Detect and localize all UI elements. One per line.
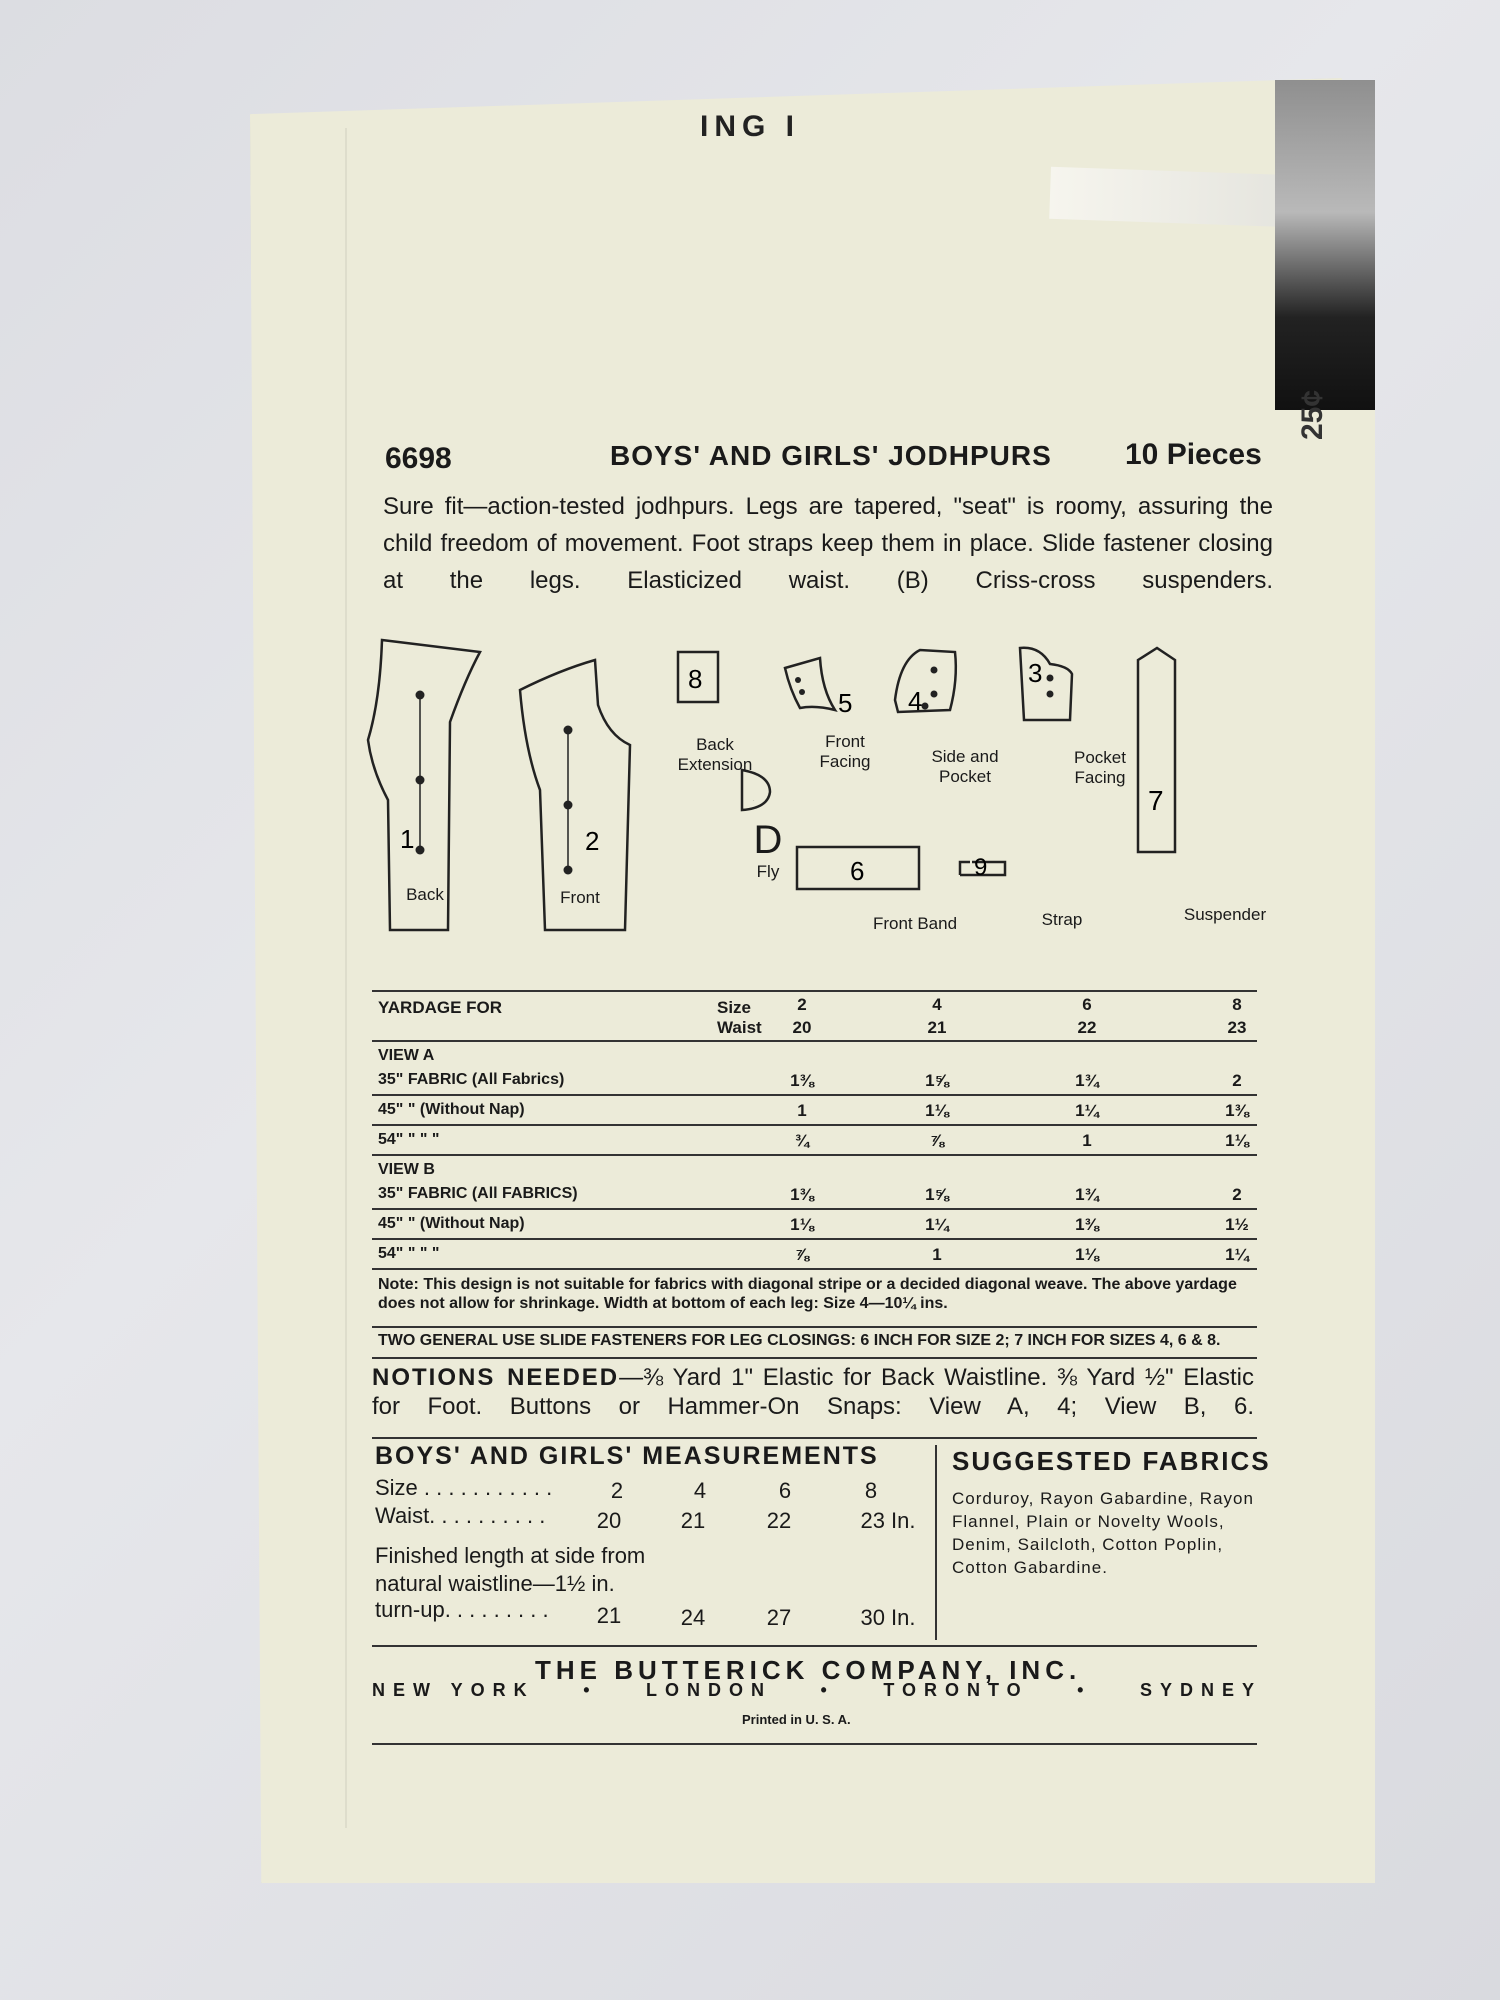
measure-size-cell: 2 xyxy=(610,1478,624,1503)
pattern-title: BOYS' AND GIRLS' JODHPURS xyxy=(610,440,1052,471)
pattern-pieces-diagram xyxy=(360,630,1280,950)
column-divider xyxy=(935,1445,937,1640)
city-toronto: TORONTO xyxy=(883,1680,1029,1700)
fabric-label: 35" FABRIC (All FABRICS) xyxy=(378,1185,578,1202)
yardage-cell: 1⅜ xyxy=(790,1071,814,1090)
piece-label-back-extension: Back Extension xyxy=(677,735,753,774)
yardage-title: YARDAGE FOR xyxy=(378,998,503,1017)
pattern-number: 6698 xyxy=(385,442,452,475)
pocket-facing-number: 3 xyxy=(1028,658,1043,688)
strap-number: 9 xyxy=(974,854,988,881)
printed-in: Printed in U. S. A. xyxy=(742,1712,851,1727)
front-cover-band xyxy=(1275,80,1375,410)
yardage-cell: 1⅜ xyxy=(1075,1215,1099,1234)
view-a-heading-row xyxy=(372,1042,1257,1066)
city-separator: • xyxy=(583,1680,598,1700)
yardage-cell: 1¼ xyxy=(1225,1245,1249,1264)
piece-label-front-band: Front Band xyxy=(872,914,958,933)
size-cell: 6 xyxy=(1082,995,1092,1014)
measure-length-cell: 21 xyxy=(596,1603,622,1628)
measure-size-cell: 8 xyxy=(864,1478,878,1503)
yardage-cell: 1 xyxy=(932,1245,942,1264)
company-name: THE BUTTERICK COMPANY, INC. xyxy=(535,1655,1082,1685)
fabric-label: 54" " " " xyxy=(378,1245,440,1262)
yardage-cell: ¾ xyxy=(794,1131,810,1150)
piece-label-fly: Fly xyxy=(756,862,780,881)
yardage-cell: 1⅛ xyxy=(925,1101,949,1120)
city-sydney: SYDNEY xyxy=(1139,1680,1262,1700)
view-a-heading: VIEW A xyxy=(378,1047,435,1064)
table-row xyxy=(372,1126,1257,1156)
measure-size-cell: 4 xyxy=(693,1478,707,1503)
yardage-cell: ⅞ xyxy=(794,1245,810,1264)
piece-label-pocket-facing: Pocket Facing xyxy=(1074,748,1126,787)
table-row xyxy=(372,1240,1257,1270)
notions-needed xyxy=(372,1363,1254,1421)
table-row xyxy=(372,1066,1257,1096)
side-pocket-number: 4 xyxy=(908,686,923,716)
piece-label-side-pocket: Side and Pocket xyxy=(931,747,999,786)
waist-cell: 22 xyxy=(1077,1018,1097,1037)
size-cell: 4 xyxy=(932,995,942,1014)
slide-fastener-note: TWO GENERAL USE SLIDE FASTENERS FOR LEG CLOSINGS: 6 INCH FOR SIZE 2; 7 INCH FOR SIZES 4, 6 & 8. xyxy=(378,1332,1221,1349)
price-label: 25¢ xyxy=(1296,389,1329,440)
yardage-cell: 1⅛ xyxy=(790,1215,814,1234)
view-b-heading: VIEW B xyxy=(378,1161,435,1178)
waist-cell: 23 xyxy=(1227,1018,1247,1037)
piece-label-back: Back xyxy=(406,885,444,904)
notions-rule xyxy=(372,1437,1257,1439)
yardage-cell: 1 xyxy=(797,1101,807,1120)
waist-cell: 20 xyxy=(792,1018,812,1037)
yardage-cell: 1⅜ xyxy=(1225,1101,1249,1120)
measure-waist-cell: 22 xyxy=(766,1508,792,1533)
back-piece-number: 1 xyxy=(400,824,415,854)
table-row xyxy=(372,1180,1257,1210)
yardage-cell: 1⅛ xyxy=(1075,1245,1099,1264)
yardage-table xyxy=(372,990,1257,1270)
city-separator: • xyxy=(1077,1680,1092,1700)
yardage-cell: 1⅜ xyxy=(790,1185,814,1204)
torn-front-text: ING I xyxy=(700,110,801,143)
front-facing-number: 5 xyxy=(838,688,853,718)
suggested-fabrics-text: Corduroy, Rayon Gabardine, Rayon Flannel, Plain or Novelty Wools, Denim, Sailcloth, Cotton Poplin, Cotton Gabardine. xyxy=(952,1489,1254,1577)
measure-waist-cell: 23 In. xyxy=(860,1508,916,1533)
city-new-york: NEW YORK xyxy=(372,1680,535,1700)
front-band-number: 6 xyxy=(850,856,865,886)
notions-heading: NOTIONS NEEDED xyxy=(372,1364,620,1391)
yardage-cell: 2 xyxy=(1232,1185,1242,1204)
size-cell: 2 xyxy=(797,995,807,1014)
yardage-header-row xyxy=(372,990,1257,1042)
piece-label-suspender: Suspender xyxy=(1183,905,1267,924)
note-rule xyxy=(372,1326,1257,1328)
pieces-count: 10 Pieces xyxy=(1125,438,1262,471)
measure-size-label: Size . . . . . . . . . . . xyxy=(375,1475,553,1500)
fly-piece-glyph: D xyxy=(753,818,783,862)
turnup-label: turn-up. . . . . . . . . xyxy=(375,1597,549,1622)
measure-waist-cell: 21 xyxy=(680,1508,706,1533)
city-london: LONDON xyxy=(646,1680,772,1700)
yardage-cell: 1¾ xyxy=(1075,1185,1099,1204)
size-cell: 8 xyxy=(1232,995,1242,1014)
piece-label-front: Front xyxy=(560,888,600,907)
yardage-cell: 1¼ xyxy=(1075,1101,1099,1120)
waist-label: Waist xyxy=(717,1018,762,1037)
suspender-number: 7 xyxy=(1148,785,1164,816)
yardage-cell: 1⅝ xyxy=(925,1071,949,1090)
yardage-cell: 2 xyxy=(1232,1071,1242,1090)
suggested-fabrics-heading: SUGGESTED FABRICS xyxy=(952,1446,1271,1476)
company-cities xyxy=(372,1680,1262,1701)
fabric-label: 35" FABRIC (All Fabrics) xyxy=(378,1071,565,1088)
fly-outline xyxy=(742,770,770,810)
piece-label-front-facing: Front Facing xyxy=(819,732,871,771)
footer-top-rule xyxy=(372,1645,1257,1647)
yardage-note: Note: This design is not suitable for fabrics with diagonal stripe or a decided diagonal weave. The above yardage does not allow for shrinkage. Width at bottom of each leg: Size 4—10¼ ins. xyxy=(378,1276,1237,1312)
yardage-cell: 1¾ xyxy=(1075,1071,1099,1090)
length-label-1: Finished length at side from xyxy=(375,1543,646,1568)
city-separator: • xyxy=(820,1680,835,1700)
piece-label-strap: Strap xyxy=(1041,910,1083,929)
yardage-cell: ⅞ xyxy=(929,1131,945,1150)
measure-length-cell: 30 In. xyxy=(860,1605,916,1630)
pattern-description: Sure fit—action-tested jodhpurs. Legs are tapered, "seat" is roomy, assuring the child freedom of movement. Foot straps keep them in place. Slide fastener closing at the legs. Elasticized waist. (B) Criss-cross suspenders. xyxy=(383,493,1273,594)
measure-length-cell: 27 xyxy=(766,1605,792,1630)
length-label-2: natural waistline—1½ in. xyxy=(375,1571,615,1596)
table-row xyxy=(372,1210,1257,1240)
size-label: Size xyxy=(717,998,752,1017)
waist-cell: 21 xyxy=(927,1018,947,1037)
yardage-cell: 1 xyxy=(1082,1131,1092,1150)
measure-size-cell: 6 xyxy=(778,1478,792,1503)
measure-length-cell: 24 xyxy=(680,1605,706,1630)
notions-text: —⅜ Yard 1" Elastic for Back Waistline. ⅜ Yard ½" Elastic for Foot. Buttons or Hammer-On Snaps: View A, 4; View B, 6. xyxy=(372,1364,1254,1420)
measurements-heading: BOYS' AND GIRLS' MEASUREMENTS xyxy=(375,1442,879,1470)
fly-letter: D xyxy=(753,801,754,802)
fabric-label: 45" " (Without Nap) xyxy=(378,1215,525,1232)
yardage-cell: 1½ xyxy=(1225,1215,1249,1234)
measure-waist-cell: 20 xyxy=(596,1508,622,1533)
fabric-label: 54" " " " xyxy=(378,1131,440,1148)
envelope-fold-line xyxy=(345,128,347,1828)
yardage-cell: 1¼ xyxy=(925,1215,949,1234)
fabric-label: 45" " (Without Nap) xyxy=(378,1101,525,1118)
front-facing-outline xyxy=(785,658,835,710)
table-row xyxy=(372,1096,1257,1126)
front-piece-number: 2 xyxy=(585,826,600,856)
yardage-cell: 1⅝ xyxy=(925,1185,949,1204)
view-b-heading-row xyxy=(372,1156,1257,1180)
yardage-cell: 1⅛ xyxy=(1225,1131,1249,1150)
measure-waist-label: Waist. . . . . . . . . . xyxy=(375,1503,546,1528)
back-extension-number: 8 xyxy=(688,664,703,694)
footer-bottom-rule xyxy=(372,1743,1257,1745)
fastener-rule xyxy=(372,1357,1257,1359)
